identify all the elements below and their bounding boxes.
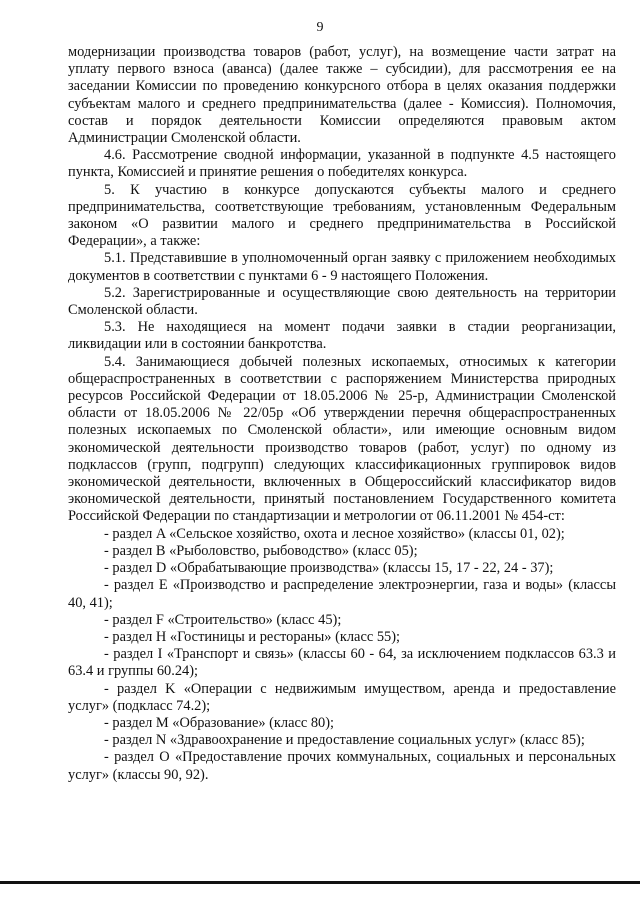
paragraph-5-4: 5.4. Занимающиеся добычей полезных ископаемых, относимых к категории общераспространенных в соответствии с распоряжением Министерства природных ресурсов Российской Федерации от 18.05.2006 № 25-р, Администрации Смоленской области от 18.05.2006 № 22/05р «Об утверждении перечня общераспространенных полезных ископаемых по Смоленской области», или имеющие основным видом экономической деятельности производство товаров (работ, услуг) по одному из подклассов (групп, подгрупп) следующих классификационных группировок видов экономической деятельности, включенных в Общероссийский классификатор видов экономической деятельности, принятый постановлением Государственного комитета Российской Федерации по стандартизации и метрологии от 06.11.2001 № 454-ст: [68, 353, 616, 525]
list-item-section-e: - раздел E «Производство и распределение электроэнергии, газа и воды» (классы 40, 41); [68, 577, 616, 611]
paragraph-continuation: модернизации производства товаров (работ, услуг), на возмещение части затрат на уплату первого взноса (аванса) (далее также – субсидии), для рассмотрения ее на заседании Комиссии по проведению конкурсного отбора в целях оказания поддержки субъектам малого и среднего предпринимательства (далее - Комиссия). Полномочия, состав и порядок деятельности Комиссии определяются правовым актом Администрации Смоленской области. [68, 44, 616, 147]
paragraph-5: 5. К участию в конкурсе допускаются субъекты малого и среднего предпринимательства, соответствующие требованиям, установленным Федеральным законом «О развитии малого и среднего предпринимательства в Российской Федерации», а также: [68, 181, 616, 250]
list-item-section-n: - раздел N «Здравоохранение и предоставление социальных услуг» (класс 85); [104, 732, 585, 749]
list-item-section-i: - раздел I «Транспорт и связь» (классы 60 - 64, за исключением подклассов 63.3 и 63.4 и группы 60.24); [68, 646, 616, 680]
list-item-section-d: - раздел D «Обрабатывающие производства» (классы 15, 17 - 22, 24 - 37); [104, 560, 554, 577]
list-item-section-k: - раздел K «Операции с недвижимым имуществом, аренда и предоставление услуг» (подкласс 74.2); [68, 680, 616, 714]
paragraph-4-6: 4.6. Рассмотрение сводной информации, указанной в подпункте 4.5 настоящего пункта, Комиссией и принятие решения о победителях конкурса. [68, 147, 616, 181]
list-item-section-o: - раздел O «Предоставление прочих коммунальных, социальных и персональных услуг» (классы 90, 92). [68, 749, 616, 783]
page-bottom-rule [0, 881, 640, 884]
document-body [68, 44, 616, 784]
paragraph-5-1: 5.1. Представившие в уполномоченный орган заявку с приложением необходимых документов в соответствии с пунктами 6 - 9 настоящего Положения. [68, 250, 616, 284]
list-item-section-b: - раздел B «Рыболовство, рыбоводство» (класс 05); [104, 542, 418, 559]
list-item-section-a: - раздел A «Сельское хозяйство, охота и лесное хозяйство» (классы 01, 02); [104, 525, 565, 542]
list-item-section-h: - раздел H «Гостиницы и рестораны» (класс 55); [104, 628, 400, 645]
paragraph-5-2: 5.2. Зарегистрированные и осуществляющие свою деятельность на территории Смоленской области. [68, 284, 616, 319]
page-number: 9 [316, 20, 324, 35]
list-item-section-f: - раздел F «Строительство» (класс 45); [104, 611, 342, 628]
paragraph-5-3: 5.3. Не находящиеся на момент подачи заявки в стадии реорганизации, ликвидации или в состоянии банкротства. [68, 319, 616, 353]
list-item-section-m: - раздел M «Образование» (класс 80); [104, 714, 335, 731]
